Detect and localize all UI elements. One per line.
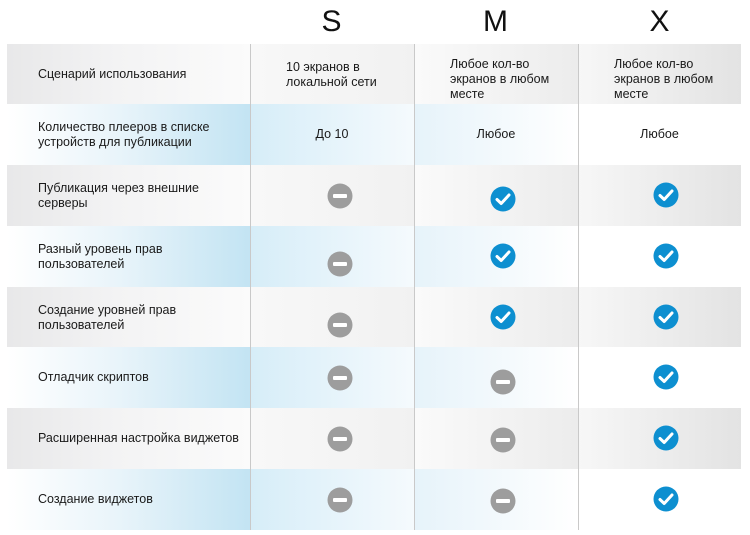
feature-label: Разный уровень прав пользователей — [7, 226, 250, 287]
plan-x-cell — [578, 104, 741, 165]
plan-m-cell — [414, 408, 578, 469]
plan-x-cell — [578, 287, 741, 348]
table-row — [7, 347, 741, 408]
check-icon — [490, 186, 516, 212]
check-icon — [490, 304, 516, 330]
plan-x-cell — [578, 408, 741, 469]
not-available-icon — [327, 251, 353, 277]
plan-s-cell — [250, 287, 414, 348]
feature-label: Создание уровней прав пользователей — [7, 287, 250, 348]
plan-m-cell — [414, 287, 578, 348]
not-available-icon — [490, 427, 516, 453]
not-available-icon — [327, 183, 353, 209]
plan-x-cell — [578, 44, 741, 105]
plan-s-cell — [250, 469, 414, 530]
plan-m-cell — [414, 104, 578, 165]
check-icon — [653, 364, 679, 390]
not-available-icon — [327, 365, 353, 391]
check-icon — [653, 182, 679, 208]
check-icon — [653, 425, 679, 451]
column-divider — [578, 44, 579, 530]
plan-m-value: Любое кол-во экранов в любом месте — [450, 57, 550, 101]
check-icon — [653, 486, 679, 512]
plan-x-value: Любое — [640, 127, 679, 141]
feature-label: Отладчик скриптов — [7, 347, 250, 408]
table-row — [7, 287, 741, 348]
plan-s-value: 10 экранов в локальной сети — [286, 60, 377, 89]
plan-header-x: X — [649, 5, 670, 38]
plan-m-cell — [414, 226, 578, 287]
feature-label: Количество плееров в списке устройств для публикации — [7, 104, 250, 165]
plan-s-cell — [250, 226, 414, 287]
check-icon — [653, 304, 679, 330]
plan-s-cell — [250, 347, 414, 408]
feature-label: Создание виджетов — [7, 469, 250, 530]
not-available-icon — [327, 426, 353, 452]
not-available-icon — [490, 369, 516, 395]
plan-m-cell — [414, 469, 578, 530]
table-row — [7, 104, 741, 165]
plan-x-value: Любое кол-во экранов в любом месте — [614, 57, 714, 101]
plan-s-cell — [250, 44, 414, 105]
plan-s-value: До 10 — [315, 127, 349, 141]
column-divider — [414, 44, 415, 530]
plan-m-cell — [414, 44, 578, 105]
plan-m-value: Любое — [476, 127, 516, 141]
plan-x-cell — [578, 226, 741, 287]
column-divider — [250, 44, 251, 530]
not-available-icon — [327, 312, 353, 338]
plan-m-cell — [414, 347, 578, 408]
plan-x-cell — [578, 469, 741, 530]
plan-x-cell — [578, 347, 741, 408]
plan-m-cell — [414, 165, 578, 226]
plan-s-cell — [250, 165, 414, 226]
check-icon — [653, 243, 679, 269]
table-row — [7, 469, 741, 530]
table-row — [7, 44, 741, 105]
plan-header-m: M — [483, 5, 508, 38]
table-row — [7, 226, 741, 287]
plan-s-cell — [250, 408, 414, 469]
feature-label: Расширенная настройка виджетов — [7, 408, 250, 469]
feature-label: Сценарий использования — [7, 44, 250, 105]
plan-header-s: S — [321, 5, 342, 38]
plan-x-cell — [578, 165, 741, 226]
table-row — [7, 165, 741, 226]
feature-label: Публикация через внешние серверы — [7, 165, 250, 226]
check-icon — [490, 243, 516, 269]
not-available-icon — [490, 488, 516, 514]
table-row — [7, 408, 741, 469]
not-available-icon — [327, 487, 353, 513]
plan-s-cell — [250, 104, 414, 165]
